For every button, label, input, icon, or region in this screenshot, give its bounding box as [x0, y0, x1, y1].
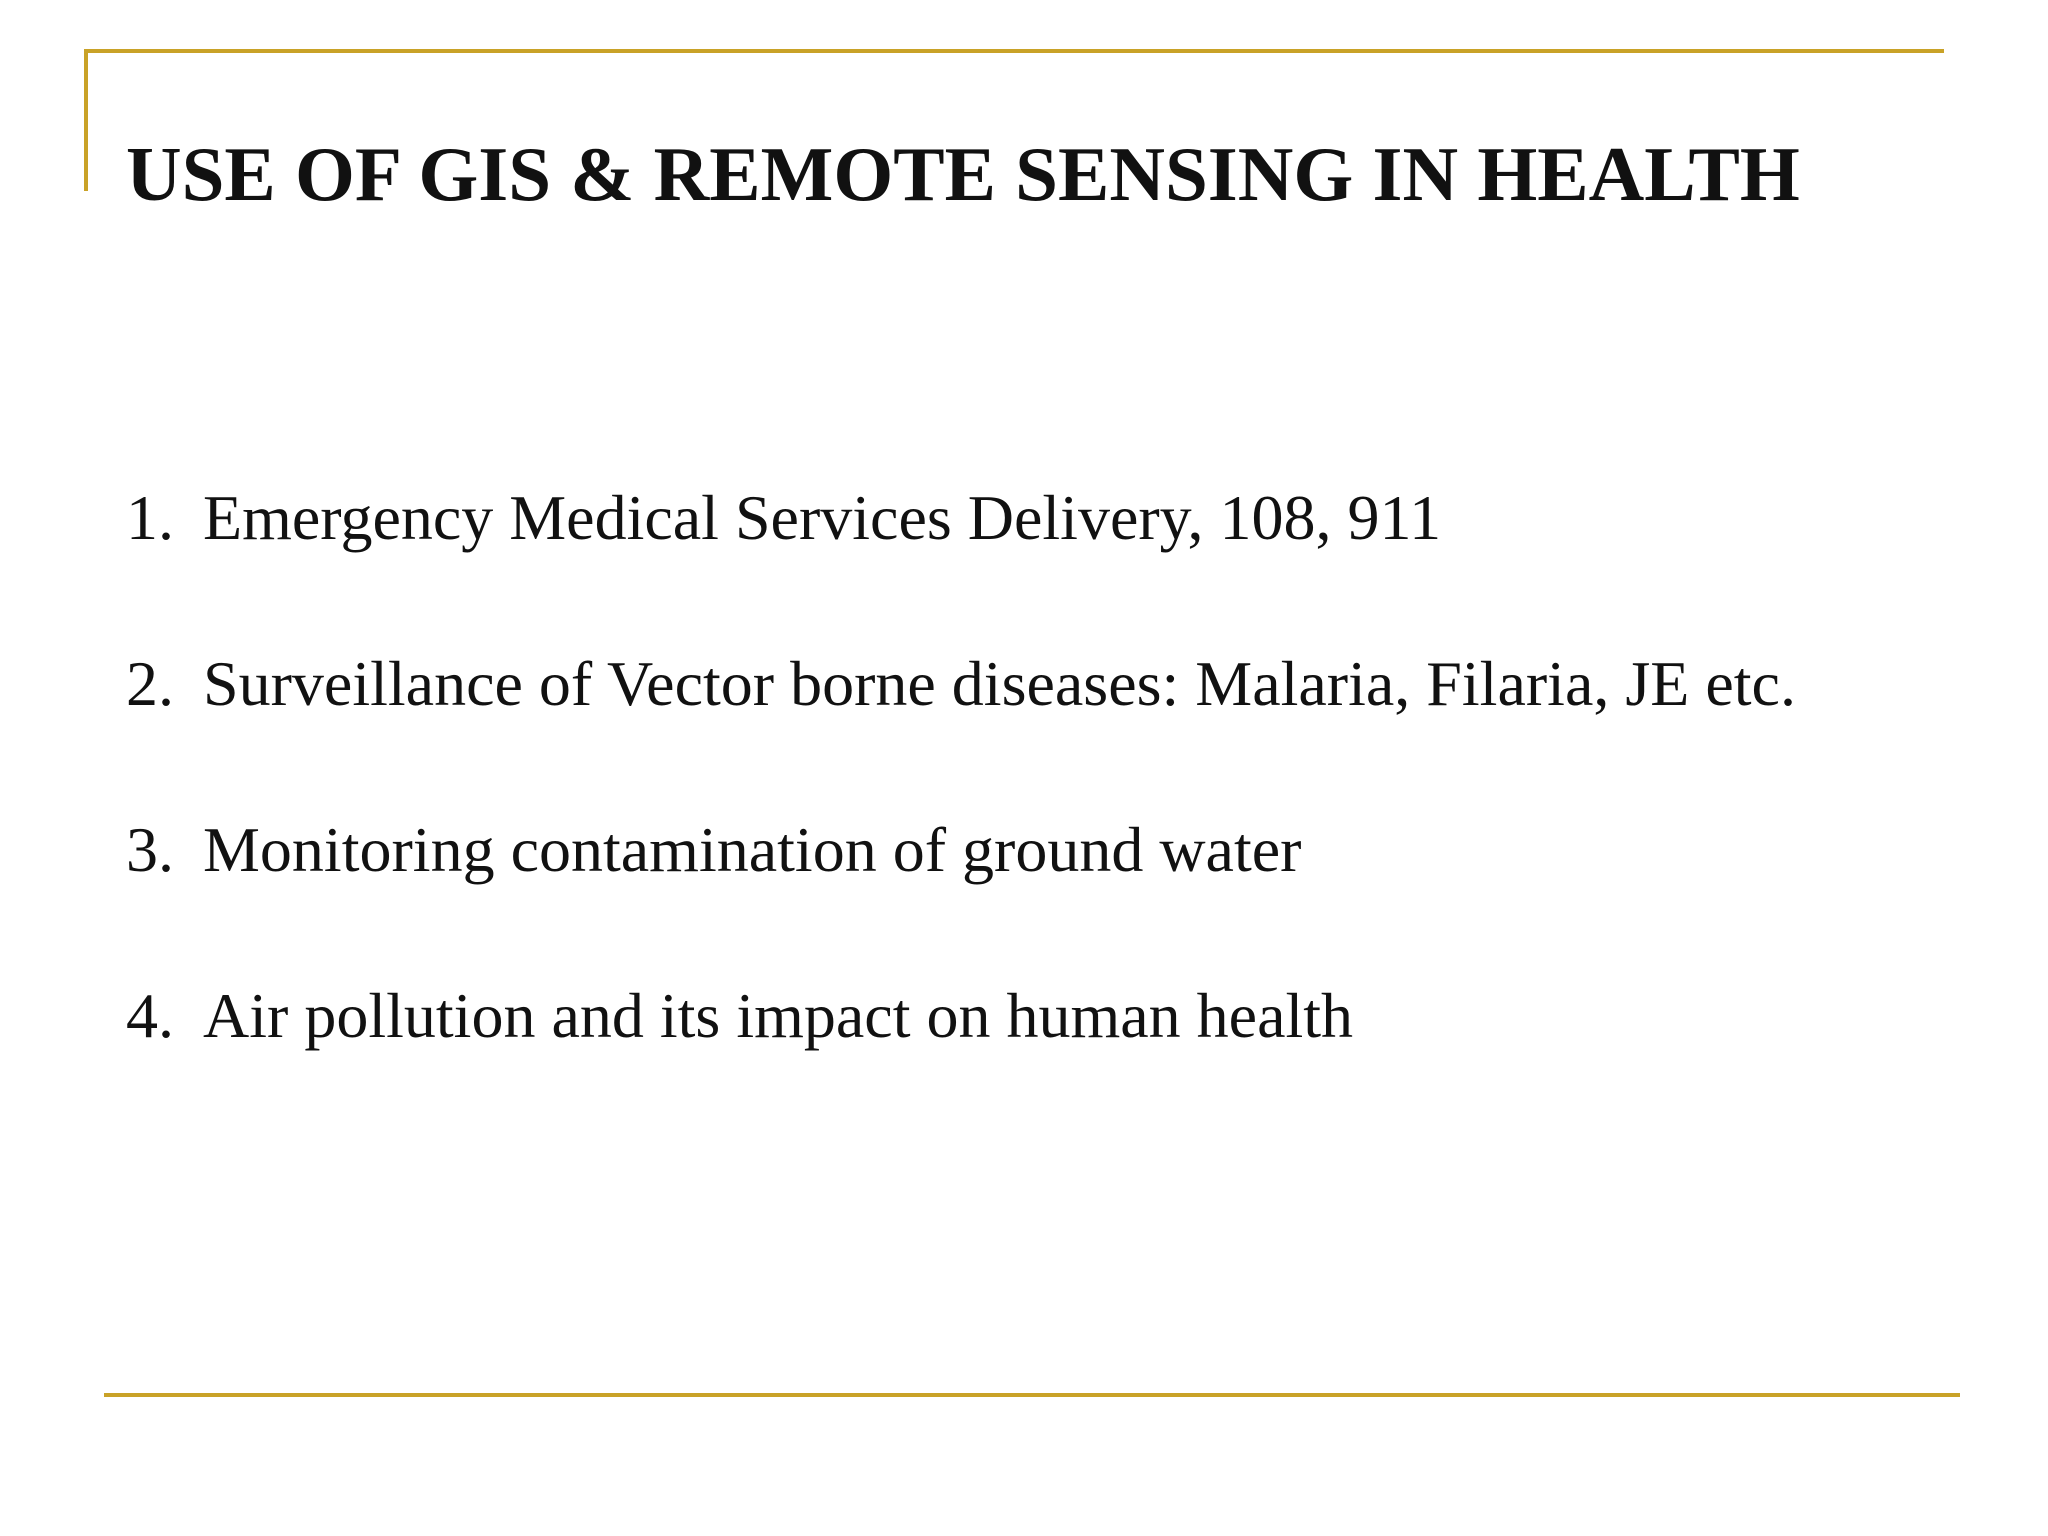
list-item	[126, 976, 1796, 1142]
list-item-text: Surveillance of Vector borne diseases: Malaria, Filaria, JE etc.	[203, 648, 1796, 719]
left-accent-rule	[84, 49, 88, 191]
bullet-list	[126, 478, 1796, 1142]
list-item-text: Emergency Medical Services Delivery, 108, 911	[203, 482, 1442, 553]
list-item-number: 2.	[126, 648, 174, 719]
list-item-text: Air pollution and its impact on human health	[203, 980, 1354, 1051]
list-item-text: Monitoring contamination of ground water	[203, 814, 1302, 885]
list-item-number: 4.	[126, 980, 174, 1051]
list-item	[126, 478, 1796, 644]
top-accent-rule	[84, 49, 1944, 53]
list-item-number: 3.	[126, 814, 174, 885]
list-item-number: 1.	[126, 482, 174, 553]
list-item	[126, 644, 1796, 810]
slide-title: USE OF GIS & REMOTE SENSING IN HEALTH	[126, 131, 1800, 217]
list-item	[126, 810, 1796, 976]
bottom-accent-rule	[104, 1393, 1960, 1397]
